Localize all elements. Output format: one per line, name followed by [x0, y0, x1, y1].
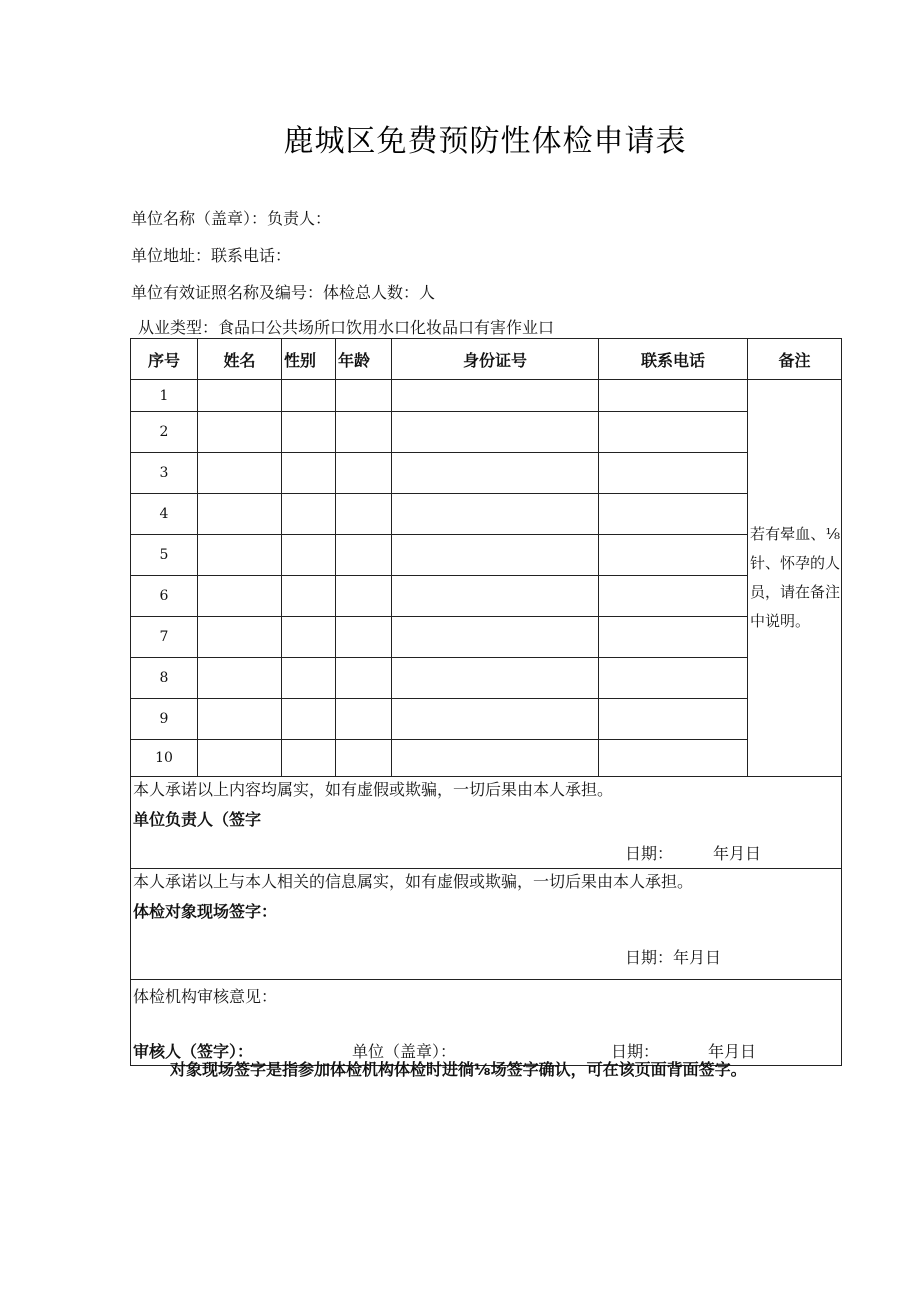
- row-index: 10: [131, 740, 198, 777]
- applicant-table: [130, 338, 842, 1066]
- phone-cell[interactable]: [599, 380, 748, 412]
- row-index: 9: [131, 699, 198, 740]
- id-number-cell[interactable]: [392, 453, 599, 494]
- footnote: 对象现场签字是指参加体检机构体检时进徜⅛场签字确认，可在该页面背面签字。: [170, 1060, 747, 1079]
- gender-cell[interactable]: [282, 617, 336, 658]
- row-index: 1: [131, 380, 198, 412]
- row-index: 4: [131, 494, 198, 535]
- id-number-cell[interactable]: [392, 494, 599, 535]
- phone-cell[interactable]: [599, 617, 748, 658]
- col-header-index: 序号: [131, 339, 198, 380]
- id-number-cell[interactable]: [392, 658, 599, 699]
- review-unit-stamp-label[interactable]: 单位（盖章）：: [352, 1042, 457, 1061]
- person-commitment-row: [131, 869, 842, 980]
- row-index: 5: [131, 535, 198, 576]
- gender-cell[interactable]: [282, 576, 336, 617]
- id-number-cell[interactable]: [392, 699, 599, 740]
- age-cell[interactable]: [336, 576, 392, 617]
- name-cell[interactable]: [198, 576, 282, 617]
- review-date-label: 日期：: [611, 1042, 660, 1061]
- age-cell[interactable]: [336, 494, 392, 535]
- unit-name-line: 单位名称（盖章）：负责人：: [131, 209, 332, 228]
- review-opinion-label: 体检机构审核意见：: [133, 987, 278, 1006]
- unit-commitment-block: [131, 777, 842, 869]
- col-header-remark: 备注: [748, 339, 842, 380]
- age-cell[interactable]: [336, 740, 392, 777]
- table-row: [131, 453, 842, 494]
- age-cell[interactable]: [336, 412, 392, 453]
- person-date: 日期：年月日: [625, 948, 722, 967]
- table-row: [131, 658, 842, 699]
- name-cell[interactable]: [198, 658, 282, 699]
- remark-cell: 若有晕血、⅛针、怀孕的人员，请在备注中说明。: [748, 380, 842, 777]
- table-header-row: [131, 339, 842, 380]
- review-block: [131, 980, 842, 1066]
- name-cell[interactable]: [198, 453, 282, 494]
- col-header-phone: 联系电话: [599, 339, 748, 380]
- phone-cell[interactable]: [599, 453, 748, 494]
- row-index: 7: [131, 617, 198, 658]
- gender-cell[interactable]: [282, 453, 336, 494]
- table-row: [131, 576, 842, 617]
- reviewer-signature-label[interactable]: 审核人（签字）：: [133, 1042, 254, 1061]
- gender-cell[interactable]: [282, 412, 336, 453]
- name-cell[interactable]: [198, 380, 282, 412]
- phone-cell[interactable]: [599, 412, 748, 453]
- review-row: [131, 980, 842, 1066]
- name-cell[interactable]: [198, 494, 282, 535]
- gender-cell[interactable]: [282, 380, 336, 412]
- col-header-id-number: 身份证号: [392, 339, 599, 380]
- age-cell[interactable]: [336, 658, 392, 699]
- name-cell[interactable]: [198, 699, 282, 740]
- name-cell[interactable]: [198, 740, 282, 777]
- col-header-gender: 性别: [282, 339, 336, 380]
- id-number-cell[interactable]: [392, 380, 599, 412]
- gender-cell[interactable]: [282, 535, 336, 576]
- person-commitment-block: [131, 869, 842, 980]
- name-cell[interactable]: [198, 412, 282, 453]
- unit-date-label: 日期：: [625, 844, 674, 863]
- table-row: [131, 380, 842, 412]
- id-number-cell[interactable]: [392, 576, 599, 617]
- col-header-age: 年龄: [336, 339, 392, 380]
- age-cell[interactable]: [336, 699, 392, 740]
- row-index: 6: [131, 576, 198, 617]
- phone-cell[interactable]: [599, 658, 748, 699]
- id-number-cell[interactable]: [392, 617, 599, 658]
- table-row: [131, 699, 842, 740]
- person-commitment-statement: 本人承诺以上与本人相关的信息属实，如有虚假或欺骗，一切后果由本人承担。: [133, 872, 694, 891]
- phone-cell[interactable]: [599, 494, 748, 535]
- review-date-value: 年月日: [708, 1042, 757, 1061]
- name-cell[interactable]: [198, 535, 282, 576]
- name-cell[interactable]: [198, 617, 282, 658]
- license-line: 单位有效证照名称及编号：体检总人数：人: [131, 283, 436, 302]
- phone-cell[interactable]: [599, 535, 748, 576]
- gender-cell[interactable]: [282, 740, 336, 777]
- age-cell[interactable]: [336, 453, 392, 494]
- col-header-name: 姓名: [198, 339, 282, 380]
- gender-cell[interactable]: [282, 699, 336, 740]
- table-row: [131, 535, 842, 576]
- industry-type-line: 从业类型：食品口公共场所口饮用水口化妆品口有害作业口: [138, 318, 555, 337]
- unit-commitment-statement: 本人承诺以上内容均属实，如有虚假或欺骗，一切后果由本人承担。: [133, 780, 614, 799]
- phone-cell[interactable]: [599, 576, 748, 617]
- age-cell[interactable]: [336, 617, 392, 658]
- id-number-cell[interactable]: [392, 412, 599, 453]
- table-row: [131, 617, 842, 658]
- unit-leader-signature-label[interactable]: 单位负责人（签字: [133, 810, 262, 829]
- row-index: 2: [131, 412, 198, 453]
- gender-cell[interactable]: [282, 494, 336, 535]
- gender-cell[interactable]: [282, 658, 336, 699]
- table-row: [131, 494, 842, 535]
- table-row: [131, 412, 842, 453]
- phone-cell[interactable]: [599, 699, 748, 740]
- table-row: [131, 740, 842, 777]
- person-signature-label[interactable]: 体检对象现场签字：: [133, 902, 278, 921]
- id-number-cell[interactable]: [392, 740, 599, 777]
- phone-cell[interactable]: [599, 740, 748, 777]
- page-title: 鹿城区免费预防性体检申请表: [283, 124, 687, 159]
- age-cell[interactable]: [336, 380, 392, 412]
- unit-address-line: 单位地址：联系电话：: [131, 246, 292, 265]
- unit-commitment-row: [131, 777, 842, 869]
- row-index: 8: [131, 658, 198, 699]
- age-cell[interactable]: [336, 535, 392, 576]
- unit-date-value: 年月日: [713, 844, 762, 863]
- id-number-cell[interactable]: [392, 535, 599, 576]
- row-index: 3: [131, 453, 198, 494]
